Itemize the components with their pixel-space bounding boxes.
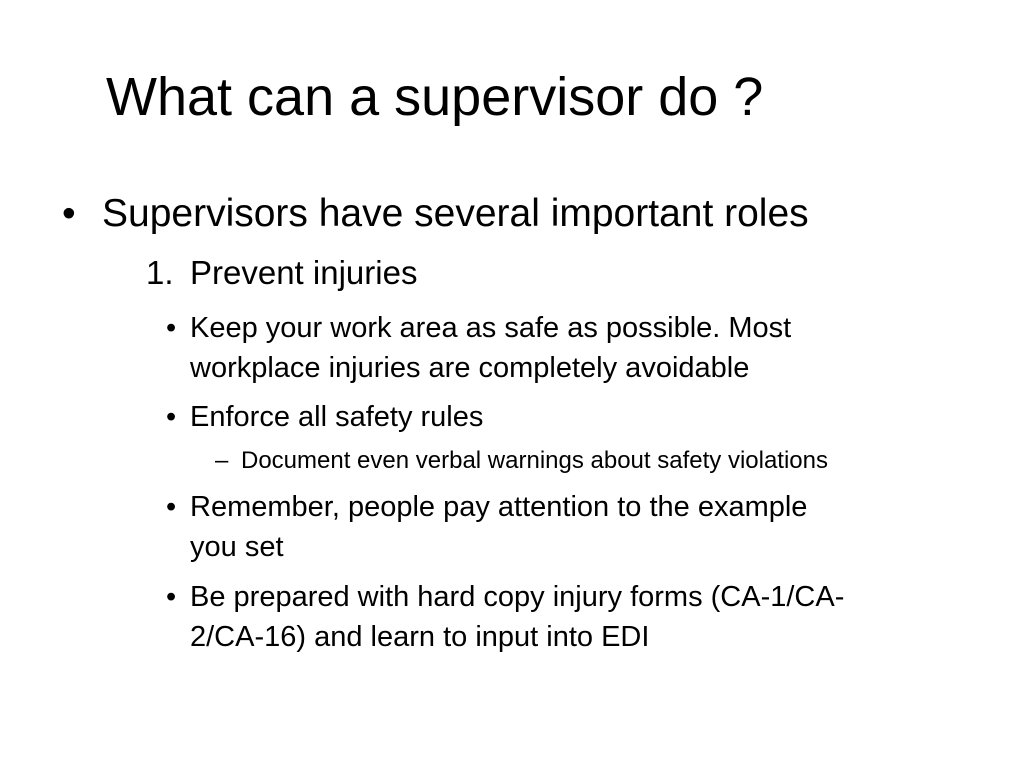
sub-bullet-marker: • bbox=[166, 491, 177, 523]
numbered-text: Prevent injuries bbox=[190, 254, 418, 291]
sub-bullet-line: Enforce all safety rules bbox=[190, 401, 484, 433]
numbered-marker: 1. bbox=[146, 254, 174, 291]
bullet-text: Supervisors have several important roles bbox=[102, 192, 809, 235]
bullet-marker: • bbox=[62, 192, 76, 235]
sub-bullet-marker: • bbox=[166, 312, 177, 344]
dash-marker: – bbox=[215, 447, 229, 474]
sub-bullet-remember-example bbox=[166, 487, 966, 567]
sub-bullet-line: Be prepared with hard copy injury forms (CA-1/CA- bbox=[190, 581, 845, 613]
sub-bullet-line: Remember, people pay attention to the example bbox=[190, 491, 808, 523]
sub-bullet-marker: • bbox=[166, 401, 177, 433]
dash-text: Document even verbal warnings about safety violations bbox=[241, 447, 828, 474]
sub-bullet-line: Keep your work area as safe as possible. Most bbox=[190, 312, 792, 344]
sub-bullet-line: you set bbox=[190, 531, 284, 563]
sub-bullet-enforce-rules bbox=[166, 397, 966, 437]
sub-bullet-line: workplace injuries are completely avoidable bbox=[190, 352, 750, 384]
numbered-item-prevent-injuries bbox=[146, 252, 417, 294]
dash-item-document-warnings bbox=[215, 445, 828, 477]
sub-bullet-injury-forms bbox=[166, 577, 966, 657]
sub-bullet-line: 2/CA-16) and learn to input into EDI bbox=[190, 621, 650, 653]
slide-title: What can a supervisor do ? bbox=[106, 67, 764, 127]
sub-bullet-keep-safe bbox=[166, 308, 966, 388]
sub-bullet-marker: • bbox=[166, 581, 177, 613]
